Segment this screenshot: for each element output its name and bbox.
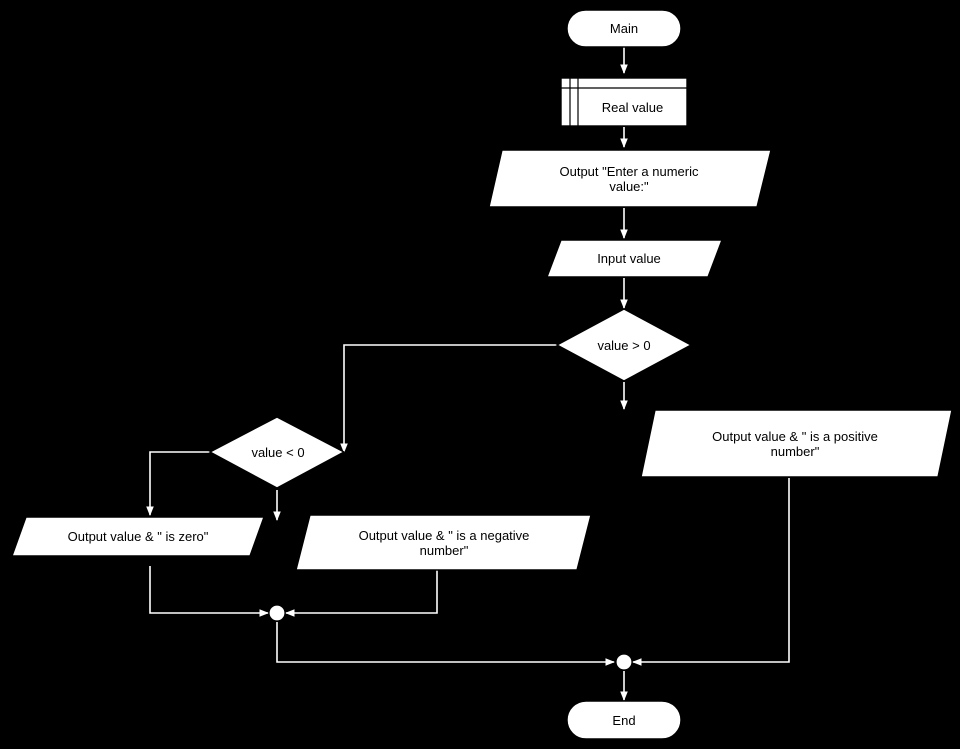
edge-zero-to-join: [150, 566, 268, 613]
node-label-out-pos: Output value & " is a positive number": [712, 428, 878, 459]
node-label-input: Input value: [597, 251, 661, 266]
shape-join-main: [616, 654, 632, 670]
shape-cond-neg: [210, 417, 344, 488]
node-label-end: End: [612, 712, 636, 728]
edge-join-left-to-join-main: [277, 622, 614, 662]
edge-cond-neg-yes: [150, 452, 212, 515]
node-label-prompt: Output "Enter a numeric value:": [559, 163, 699, 194]
edge-neg-to-join: [286, 570, 437, 613]
shape-out-zero: [12, 517, 264, 556]
shape-cond-pos: [557, 309, 691, 381]
shape-out-neg: [296, 515, 591, 570]
shape-out-pos: [641, 410, 952, 477]
shape-input: [547, 240, 722, 277]
node-label-out-zero: Output value & " is zero": [67, 529, 209, 544]
node-label-out-neg: Output value & " is a negative number": [358, 527, 530, 558]
shape-start: [567, 10, 681, 47]
node-label-cond-neg: value < 0: [251, 444, 305, 460]
node-label-start: Main: [609, 21, 639, 36]
shape-prompt: [489, 150, 771, 207]
node-label-cond-pos: value > 0: [597, 337, 651, 353]
edge-pos-to-join-main: [633, 478, 789, 662]
shape-join-left: [269, 605, 285, 621]
node-label-declare: Real value: [601, 99, 664, 115]
edge-cond-pos-no: [344, 345, 558, 452]
shape-end: [567, 701, 681, 739]
shape-declare: [561, 78, 687, 126]
